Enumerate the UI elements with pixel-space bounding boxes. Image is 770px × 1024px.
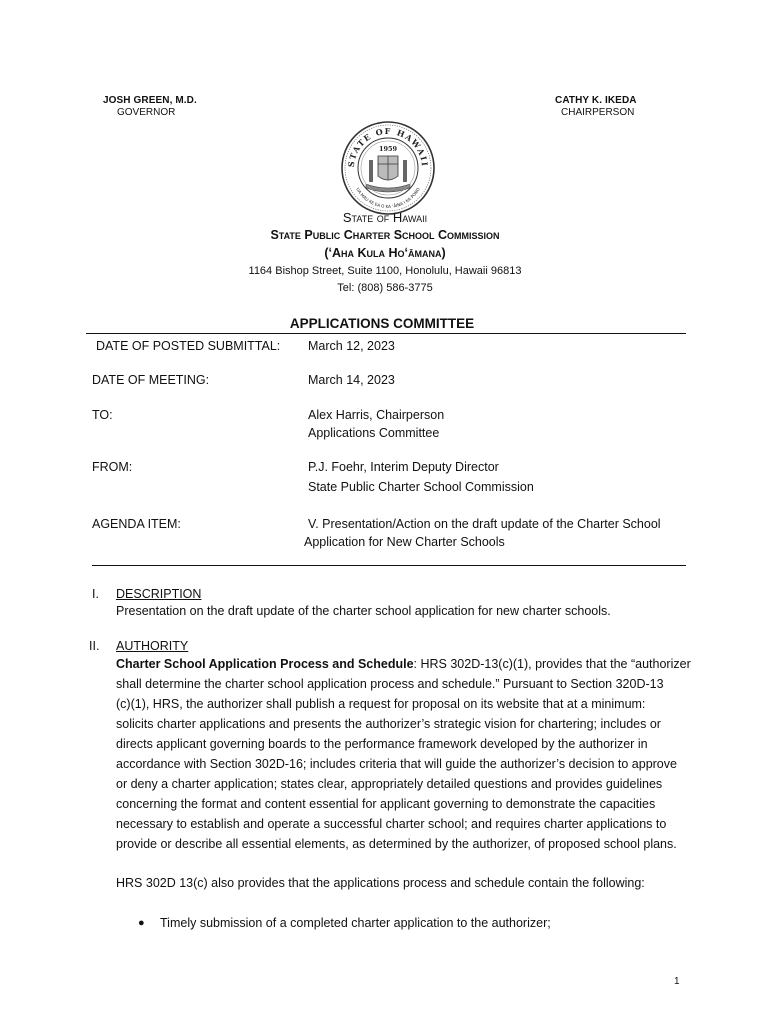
section-2-paragraph [116, 654, 696, 854]
governor-name: JOSH GREEN, M.D. [103, 95, 197, 106]
section-2-lead: Charter School Application Process and Schedule [116, 657, 414, 671]
seal-ring-text: STATE OF HAWAII [345, 125, 431, 168]
section-2-line-0: : HRS 302D-13(c)(1), provides that the “authorizer [413, 657, 691, 671]
to-label: TO: [92, 408, 113, 422]
seal-motto: UA MAU KE EA O KA ʻĀINA I KA PONO [355, 186, 421, 210]
section-2-number: II. [89, 639, 100, 653]
heading-rule [86, 333, 686, 334]
from-label: FROM: [92, 460, 133, 474]
from-line-2: State Public Charter School Commission [308, 480, 534, 494]
seal-year: 1959 [378, 145, 398, 153]
bullet-icon: ● [138, 917, 145, 929]
to-line-2: Applications Committee [308, 426, 440, 440]
from-line-1: P.J. Foehr, Interim Deputy Director [308, 460, 499, 474]
agenda-line-2: Application for New Charter Schools [304, 535, 505, 549]
agenda-label: AGENDA ITEM: [92, 517, 181, 531]
org-state: State of Hawaii [342, 210, 428, 225]
chairperson-title: CHAIRPERSON [561, 107, 635, 118]
section-2-line-9: provide or describe all essential elements, as determined by the authorizer, of proposed school plans. [116, 837, 677, 851]
committee-heading: APPLICATIONS COMMITTEE [289, 316, 475, 331]
date-posted-value: March 12, 2023 [308, 339, 395, 353]
org-phone: Tel: (808) 586-3775 [337, 282, 433, 294]
section-2-line-7: concerning the format and content essential for applicant governing to demonstrate the capacities [116, 797, 656, 811]
org-hawaiian-name: (ʻAha Kula Hoʻāmana) [324, 246, 446, 260]
section-2-line [116, 654, 696, 674]
section-1-text: Presentation on the draft update of the charter school application for new charter schools. [116, 604, 611, 618]
date-posted-label: DATE OF POSTED SUBMITTAL: [96, 339, 281, 353]
agenda-line-1: V. Presentation/Action on the draft update of the Charter School [308, 517, 661, 531]
section-2-line-1: shall determine the charter school application process and schedule.” Pursuant to Section 320D-13 [116, 677, 664, 691]
bullet-1-text: Timely submission of a completed charter application to the authorizer; [160, 916, 551, 930]
section-2-line-5: accordance with Section 302D-16; includes criteria that will guide the authorizer’s decision to approve [116, 757, 677, 771]
section-2-line-8: necessary to establish and operate a successful charter school; and requires charter applications to [116, 817, 667, 831]
governor-title: GOVERNOR [117, 107, 176, 118]
section-2-paragraph-2: HRS 302D 13(c) also provides that the applications process and schedule contain the following: [116, 876, 645, 890]
org-commission: State Public Charter School Commission [270, 228, 500, 242]
section-1-number: I. [92, 587, 99, 601]
memo-bottom-rule [92, 565, 686, 566]
section-2-line-6: or deny a charter application; states clear, appropriately detailed questions and provides guidelines [116, 777, 663, 791]
date-meeting-value: March 14, 2023 [308, 373, 395, 387]
section-2-line-3: solicits charter applications and presents the authorizer’s strategic vision for chartering; includes or [116, 717, 661, 731]
org-address: 1164 Bishop Street, Suite 1100, Honolulu, Hawaii 96813 [248, 265, 522, 277]
section-2-line-2: (c)(1), HRS, the authorizer shall publish a request for proposal on its website that at a minimum: [116, 697, 646, 711]
to-line-1: Alex Harris, Chairperson [308, 408, 445, 422]
date-meeting-label: DATE OF MEETING: [92, 373, 210, 387]
page-number: 1 [674, 976, 680, 987]
chairperson-name: CATHY K. IKEDA [555, 95, 637, 106]
section-2-line-4: directs applicant governing boards to the performance framework developed by the authorizer in [116, 737, 648, 751]
state-seal-icon [340, 120, 436, 216]
section-1-title: DESCRIPTION [116, 587, 202, 601]
section-2-title: AUTHORITY [116, 639, 189, 653]
